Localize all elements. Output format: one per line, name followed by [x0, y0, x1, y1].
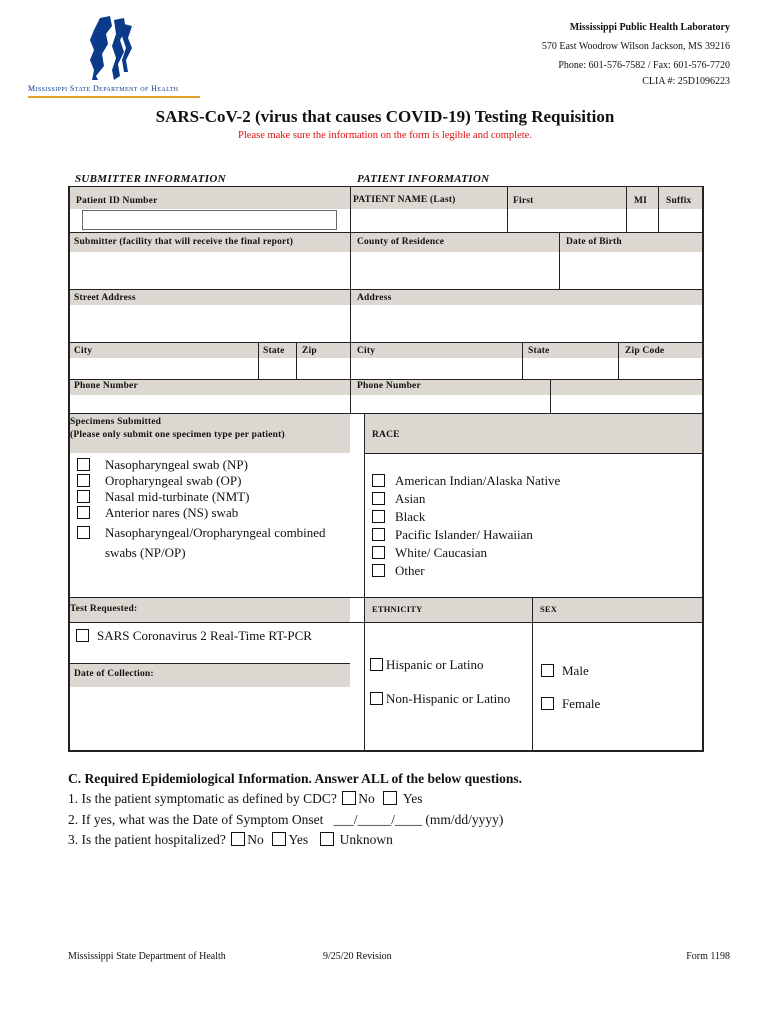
footer-form-number: Form 1198 — [686, 951, 730, 962]
rule — [559, 232, 560, 289]
q1-yes-label: Yes — [402, 791, 423, 806]
rule — [296, 342, 297, 379]
rule — [68, 663, 350, 664]
state-outline-logo-icon — [28, 14, 203, 84]
specimen-np-checkbox[interactable] — [77, 458, 90, 471]
epi-heading: C. Required Epidemiological Information. Answer ALL of the below questions. — [68, 771, 523, 786]
page-title: SARS-CoV-2 (virus that causes COVID-19) Testing Requisition — [155, 107, 615, 126]
q1-text: 1. Is the patient symptomatic as defined by CDC? — [68, 791, 337, 806]
rt-pcr-option: SARS Coronavirus 2 Real-Time RT-PCR — [97, 628, 312, 643]
specimen-option: Oropharyngeal swab (OP) — [105, 473, 242, 488]
county-label: County of Residence — [357, 237, 445, 247]
rule — [550, 379, 551, 413]
hispanic-checkbox[interactable] — [370, 658, 383, 671]
submitter-section-title: SUBMITTER INFORMATION — [75, 173, 226, 185]
rule — [68, 413, 704, 414]
rule — [68, 750, 704, 752]
rule — [68, 597, 704, 598]
male-checkbox[interactable] — [541, 664, 554, 677]
race-option: Asian — [395, 491, 426, 506]
specimen-option: Nasopharyngeal/Oropharyngeal combined — [105, 525, 326, 540]
q3-unknown-label: Unknown — [339, 832, 393, 847]
race-checkbox[interactable] — [372, 528, 385, 541]
race-option: White/ Caucasian — [395, 545, 488, 560]
specimen-option-continued: swabs (NP/OP) — [105, 545, 186, 560]
specimen-option: Nasal mid-turbinate (NMT) — [105, 489, 250, 504]
patient-phone-label: Phone Number — [357, 381, 421, 391]
lab-info — [542, 20, 730, 90]
rule — [702, 186, 704, 752]
patient-section-title: PATIENT INFORMATION — [357, 173, 490, 185]
specimen-option: Anterior nares (NS) swab — [105, 505, 239, 520]
rule — [618, 342, 619, 379]
rule — [364, 413, 365, 752]
rule — [68, 342, 704, 343]
shade — [365, 413, 703, 453]
specimens-label — [70, 416, 285, 442]
rule — [522, 342, 523, 379]
patient-first-name-label: First — [513, 196, 534, 206]
specimen-nmt-checkbox[interactable] — [77, 490, 90, 503]
rt-pcr-checkbox[interactable] — [76, 629, 89, 642]
race-label: RACE — [372, 430, 400, 440]
patient-mi-label: MI — [634, 196, 648, 206]
lab-clia: CLIA #: 25D1096223 — [642, 76, 730, 87]
race-checkbox[interactable] — [372, 492, 385, 505]
footer-revision: 9/25/20 Revision — [323, 951, 392, 962]
rule — [507, 186, 508, 232]
patient-city-label: City — [357, 346, 376, 356]
male-option: Male — [562, 663, 589, 678]
specimens-label-line1: Specimens Submitted — [70, 417, 162, 427]
footer-org: Mississippi State Department of Health — [68, 951, 226, 962]
q1-yes-checkbox[interactable] — [383, 791, 397, 805]
race-option: American Indian/Alaska Native — [395, 473, 561, 488]
lab-phone-fax: Phone: 601-576-7582 / Fax: 601-576-7720 — [558, 60, 730, 71]
q3-text: 3. Is the patient hospitalized? — [68, 832, 226, 847]
epi-question-2 — [68, 812, 503, 828]
rule — [68, 379, 704, 380]
q1-no-label: No — [358, 791, 375, 806]
q1-no-checkbox[interactable] — [342, 791, 356, 805]
submitter-zip-label: Zip — [302, 346, 317, 356]
specimens-label-line2: (Please only submit one specimen type per patient) — [70, 430, 285, 440]
rule — [365, 453, 703, 454]
non-hispanic-checkbox[interactable] — [370, 692, 383, 705]
q3-no-label: No — [247, 832, 264, 847]
dob-label: Date of Birth — [566, 237, 622, 247]
street-address-label: Street Address — [74, 293, 136, 303]
race-option: Other — [395, 563, 425, 578]
lab-name: Mississippi Public Health Laboratory — [569, 22, 730, 33]
race-option: Black — [395, 509, 426, 524]
patient-state-label: State — [528, 346, 550, 356]
q2-text: 2. If yes, what was the Date of Symptom Onset — [68, 812, 324, 827]
rule — [68, 186, 70, 752]
q3-yes-checkbox[interactable] — [272, 832, 286, 846]
page-subtitle: Please make sure the information on the form is legible and complete. — [238, 130, 532, 141]
epi-question-1 — [68, 791, 422, 807]
patient-id-label: Patient ID Number — [76, 196, 158, 206]
race-option: Pacific Islander/ Hawaiian — [395, 527, 533, 542]
female-option: Female — [562, 696, 601, 711]
submitter-label: Submitter (facility that will receive the final report) — [74, 237, 294, 247]
race-checkbox[interactable] — [372, 510, 385, 523]
non-hispanic-option: Non-Hispanic or Latino — [386, 691, 511, 706]
race-checkbox[interactable] — [372, 474, 385, 487]
specimen-option: Nasopharyngeal swab (NP) — [105, 457, 248, 472]
hispanic-option: Hispanic or Latino — [386, 657, 484, 672]
rule — [68, 186, 704, 187]
q3-unknown-checkbox[interactable] — [320, 832, 334, 846]
shade — [351, 289, 703, 305]
rule — [258, 342, 259, 379]
q3-yes-label: Yes — [288, 832, 309, 847]
race-checkbox[interactable] — [372, 546, 385, 559]
ethnicity-label: ETHNICITY — [372, 604, 423, 614]
submitter-phone-label: Phone Number — [74, 381, 138, 391]
patient-id-input[interactable] — [82, 210, 337, 230]
logo-org-name: Mississippi State Department of Health — [28, 84, 179, 93]
female-checkbox[interactable] — [541, 697, 554, 710]
rule — [68, 232, 704, 233]
symptom-onset-date-blank[interactable]: ___/_____/____ (mm/dd/yyyy) — [333, 812, 504, 827]
submitter-city-label: City — [74, 346, 93, 356]
rule — [532, 597, 533, 752]
epi-question-3 — [68, 832, 393, 848]
logo — [28, 14, 203, 100]
specimen-npop-checkbox[interactable] — [77, 526, 90, 539]
test-requested-label: Test Requested: — [70, 604, 138, 614]
logo-underline — [28, 96, 200, 98]
specimen-ns-checkbox[interactable] — [77, 506, 90, 519]
sex-label: SEX — [540, 604, 558, 614]
patient-last-name-label: PATIENT NAME (Last) — [353, 195, 456, 205]
rule — [68, 622, 704, 623]
patient-suffix-label: Suffix — [666, 196, 692, 206]
patient-zip-label: Zip Code — [625, 346, 665, 356]
q3-no-checkbox[interactable] — [231, 832, 245, 846]
lab-address: 570 East Woodrow Wilson Jackson, MS 39216 — [541, 41, 730, 52]
rule — [68, 289, 704, 290]
submitter-state-label: State — [263, 346, 285, 356]
rule — [626, 186, 627, 232]
patient-address-label: Address — [357, 293, 392, 303]
collection-date-label: Date of Collection: — [74, 669, 154, 679]
specimen-op-checkbox[interactable] — [77, 474, 90, 487]
rule — [658, 186, 659, 232]
race-checkbox[interactable] — [372, 564, 385, 577]
